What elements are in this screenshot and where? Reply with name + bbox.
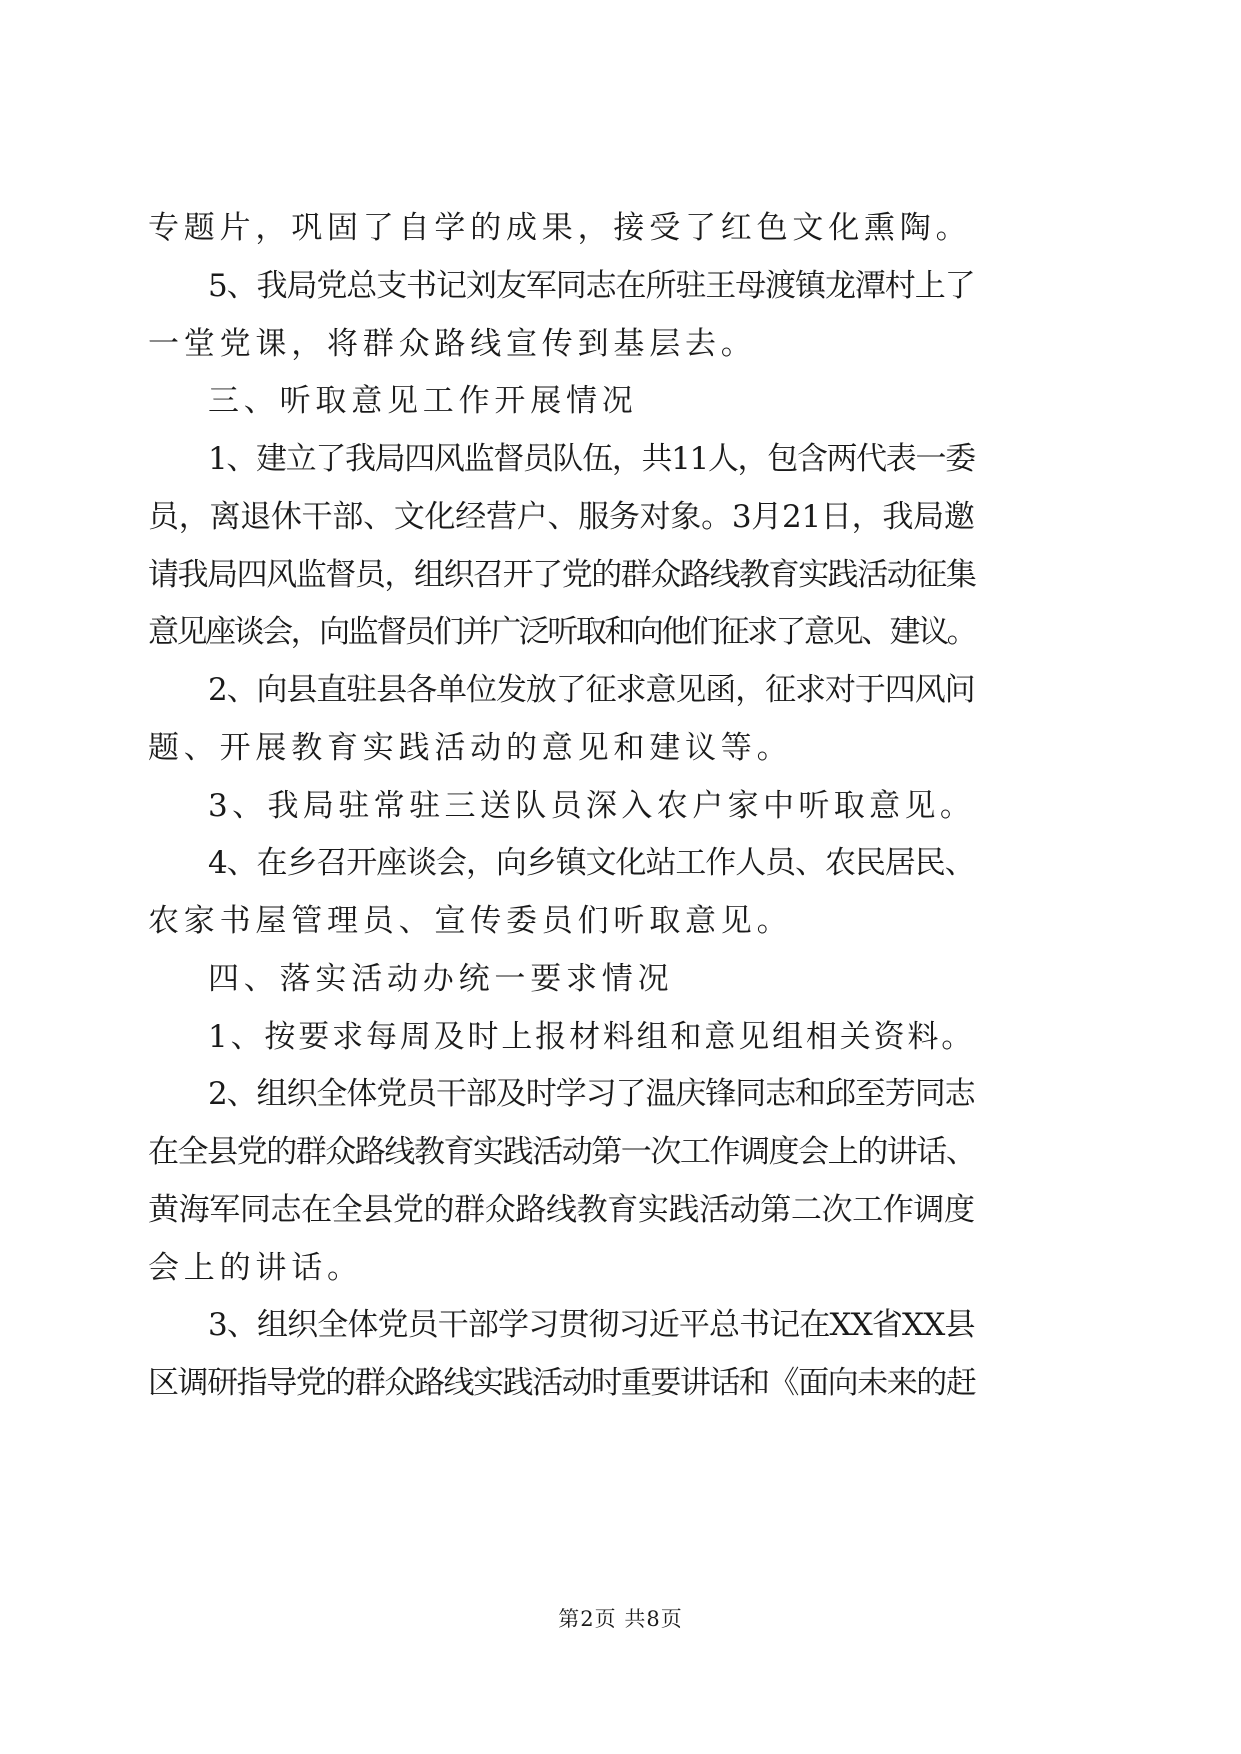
text-line: 在全县党的群众路线教育实践活动第一次工作调度会上的讲话、: [148, 1134, 976, 1170]
section-heading: 三、听取意见工作开展情况: [208, 383, 638, 419]
text-line: 请我局四风监督员，组织召开了党的群众路线教育实践活动征集: [148, 557, 976, 593]
text-line: 意见座谈会，向监督员们并广泛听取和向他们征求了意见、建议。: [148, 614, 976, 650]
text-line: 黄海军同志在全县党的群众路线教育实践活动第二次工作调度: [148, 1192, 975, 1228]
text-line: 5、我局党总支书记刘友军同志在所驻王母渡镇龙潭村上了: [208, 268, 975, 304]
text-line: 1、按要求每周及时上报材料组和意见组相关资料。: [208, 1019, 976, 1055]
text-line: 2、组织全体党员干部及时学习了温庆锋同志和邱至芳同志: [208, 1076, 975, 1112]
text-line: 农家书屋管理员、宣传委员们听取意见。: [148, 903, 793, 939]
text-line: 2、向县直驻县各单位发放了征求意见函，征求对于四风问: [208, 672, 975, 708]
section-heading: 四、落实活动办统一要求情况: [208, 961, 674, 997]
text-line: 题、开展教育实践活动的意见和建议等。: [148, 730, 793, 766]
text-line: 一堂党课，将群众路线宣传到基层去。: [148, 326, 757, 362]
text-line: 专题片，巩固了自学的成果，接受了红色文化熏陶。: [148, 210, 972, 246]
text-line: 3、我局驻常驻三送队员深入农户家中听取意见。: [208, 788, 976, 824]
text-line: 3、组织全体党员干部学习贯彻习近平总书记在XX省XX县: [208, 1307, 975, 1343]
text-line: 4、在乡召开座谈会，向乡镇文化站工作人员、农民居民、: [208, 845, 975, 881]
text-line: 区调研指导党的群众路线实践活动时重要讲话和《面向未来的赶: [148, 1365, 976, 1401]
page-number-footer: 第2页 共8页: [558, 1607, 683, 1631]
text-line: 员，离退休干部、文化经营户、服务对象。3月21日，我局邀: [148, 499, 975, 535]
text-line: 1、建立了我局四风监督员队伍，共11人，包含两代表一委: [208, 441, 975, 477]
text-line: 会上的讲话。: [148, 1250, 363, 1286]
